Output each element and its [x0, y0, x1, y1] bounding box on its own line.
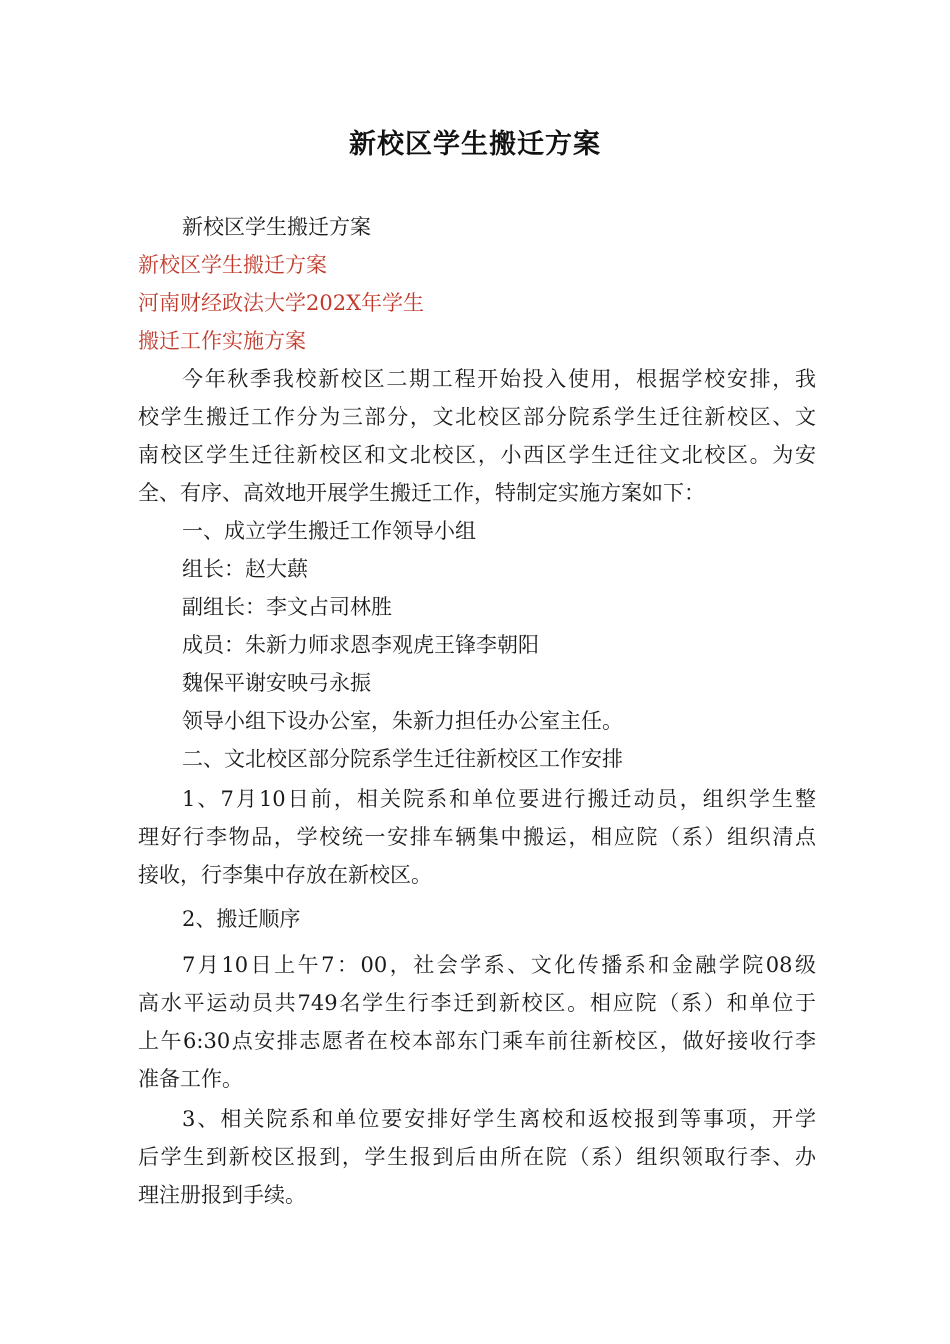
item1-line-3: 接收，行李集中存放在新校区。: [138, 863, 432, 887]
red-heading-line-2: 河南财经政法大学202X年学生: [138, 291, 425, 315]
item3-line-2: 后学生到新校区报到，学生报到后由所在院（系）组织领取行李、办: [138, 1145, 816, 1169]
item3-line-3: 理注册报到手续。: [138, 1183, 306, 1207]
section1-heading: 一、成立学生搬迁工作领导小组: [182, 519, 476, 543]
intro-line-4: 全、有序、高效地开展学生搬迁工作，特制定实施方案如下：: [138, 481, 705, 505]
item2-heading: 2、搬迁顺序: [182, 907, 301, 931]
item2-line-2: 高水平运动员共749名学生行李迁到新校区。相应院（系）和单位于: [138, 991, 816, 1015]
section1-vice-leader: 副组长：李文占司林胜: [182, 595, 392, 619]
intro-line-2: 校学生搬迁工作分为三部分，文北校区部分院系学生迁往新校区、文: [138, 405, 816, 429]
section1-members-2: 魏保平谢安映弓永振: [182, 671, 371, 695]
item1-line-2: 理好行李物品，学校统一安排车辆集中搬运，相应院（系）组织清点: [138, 825, 816, 849]
section1-office: 领导小组下设办公室，朱新力担任办公室主任。: [182, 709, 623, 733]
section1-members: 成员：朱新力师求恩李观虎王锋李朝阳: [182, 633, 539, 657]
document-subtitle: 新校区学生搬迁方案: [182, 215, 371, 239]
red-heading-line-1: 新校区学生搬迁方案: [138, 253, 327, 277]
item2-line-3: 上午6:30点安排志愿者在校本部东门乘车前往新校区，做好接收行李: [138, 1029, 816, 1053]
red-heading-line-3: 搬迁工作实施方案: [138, 329, 306, 353]
item2-line-4: 准备工作。: [138, 1067, 243, 1091]
item3-line-1: 3、相关院系和单位要安排好学生离校和返校报到等事项，开学: [182, 1107, 816, 1131]
item2-line-1: 7月10日上午7：00，社会学系、文化传播系和金融学院08级: [182, 953, 816, 977]
section2-heading: 二、文北校区部分院系学生迁往新校区工作安排: [182, 747, 623, 771]
intro-line-3: 南校区学生迁往新校区和文北校区，小西区学生迁往文北校区。为安: [138, 443, 816, 467]
item1-line-1: 1、7月10日前，相关院系和单位要进行搬迁动员，组织学生整: [182, 787, 816, 811]
intro-line-1: 今年秋季我校新校区二期工程开始投入使用，根据学校安排，我: [182, 367, 816, 391]
section1-leader: 组长：赵大蕻: [182, 557, 308, 581]
page-title: 新校区学生搬迁方案: [349, 129, 601, 160]
